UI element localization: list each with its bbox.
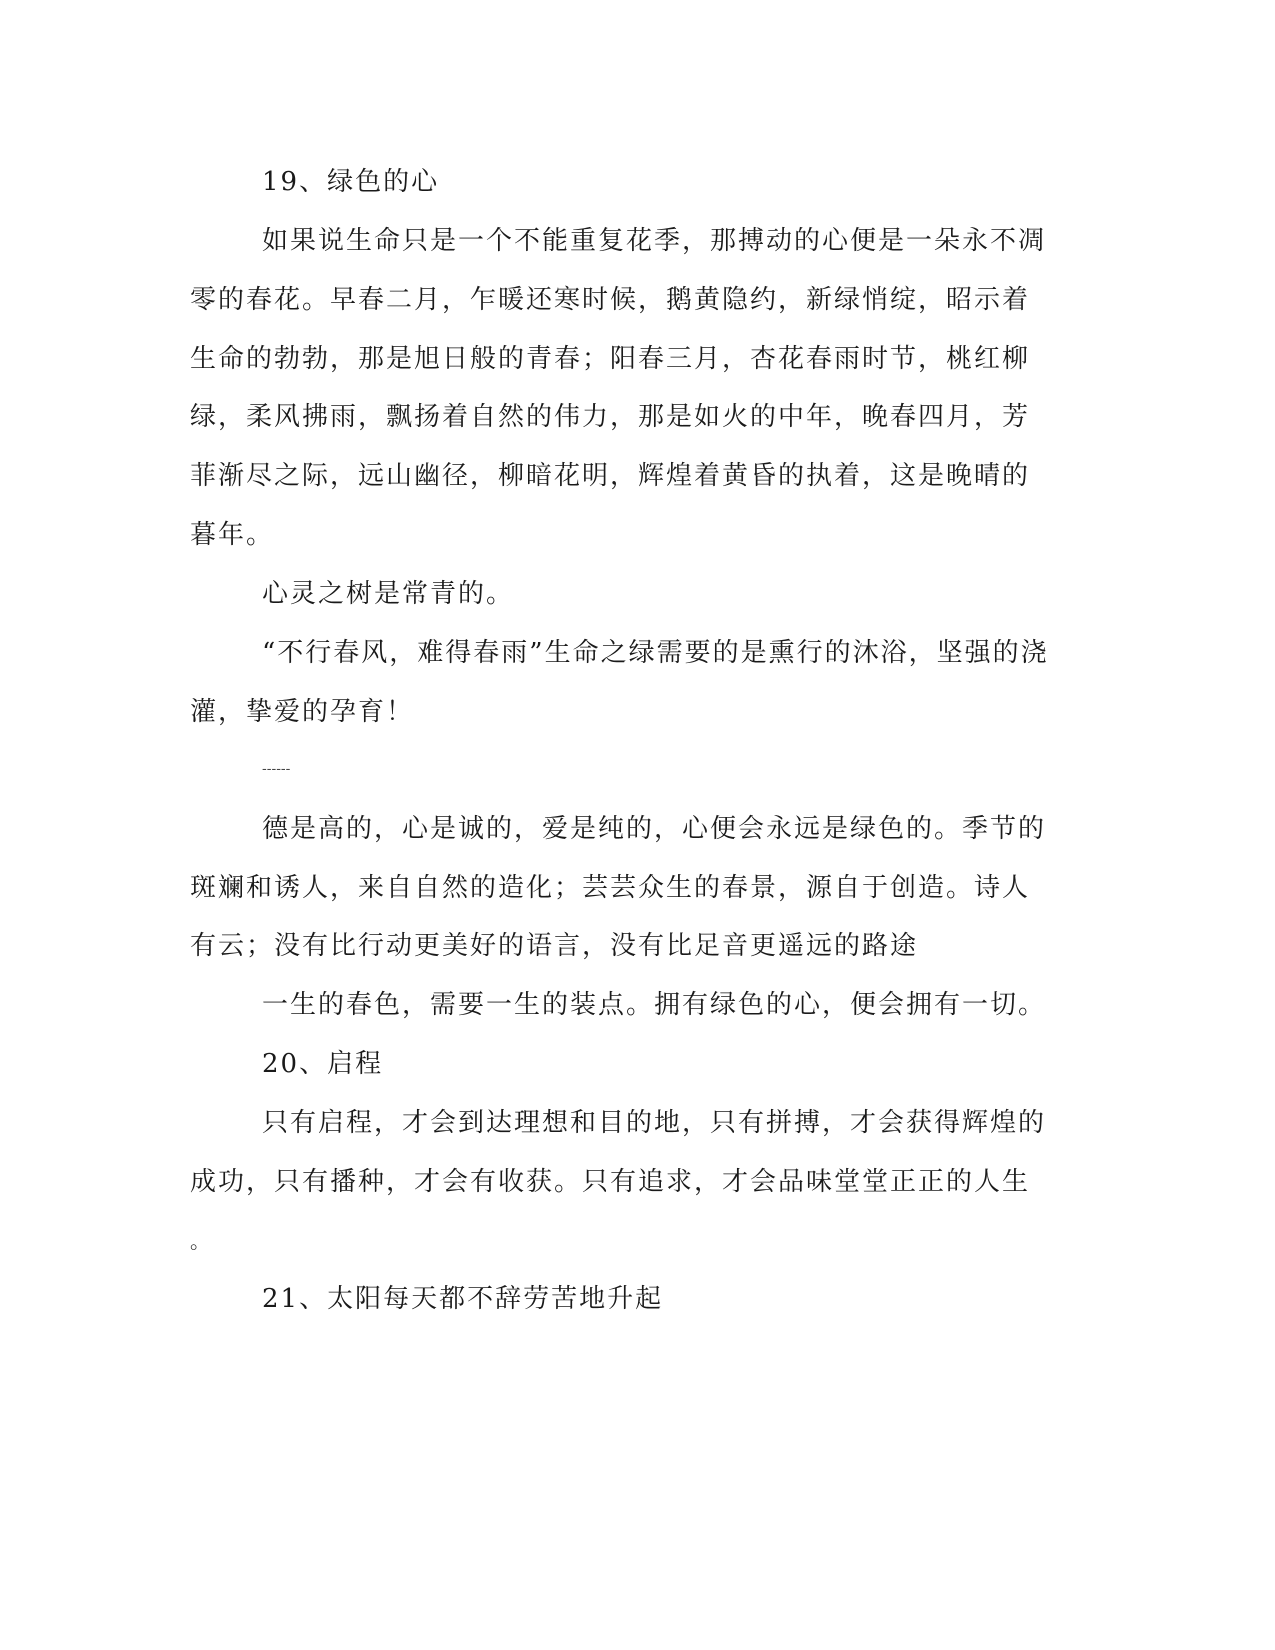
paragraph-line: 菲渐尽之际，远山幽径，柳暗花明，辉煌着黄昏的执着，这是晚晴的 <box>190 461 1031 491</box>
paragraph-line: “不行春风，难得春雨”生命之绿需要的是熏行的沐浴，坚强的浇 <box>262 638 1049 668</box>
paragraph-line: 如果说生命只是一个不能重复花季，那搏动的心便是一朵永不凋 <box>262 226 1047 256</box>
paragraph-line: 零的春花。早春二月，乍暖还寒时候，鹅黄隐约，新绿悄绽，昭示着 <box>190 285 1031 315</box>
paragraph-line: 一生的春色，需要一生的装点。拥有绿色的心，便会拥有一切。 <box>262 990 1047 1020</box>
paragraph-line: 斑斓和诱人，来自自然的造化；芸芸众生的春景，源自于创造。诗人 <box>190 873 1031 903</box>
paragraph-line: 心灵之树是常青的。 <box>262 579 515 609</box>
paragraph-line: 成功，只有播种，才会有收获。只有追求，才会品味堂堂正正的人生 <box>190 1167 1031 1197</box>
paragraph-line: 绿，柔风拂雨，飘扬着自然的伟力，那是如火的中年，晚春四月，芳 <box>190 402 1031 432</box>
section-heading: 21、太阳每天都不辞劳苦地升起 <box>262 1284 664 1314</box>
paragraph-line: 德是高的，心是诚的，爱是纯的，心便会永远是绿色的。季节的 <box>262 814 1047 844</box>
separator-dashes: ------ <box>262 761 291 777</box>
section-heading: 19、绿色的心 <box>262 167 440 197</box>
paragraph-line: 生命的勃勃，那是旭日般的青春；阳春三月，杏花春雨时节，桃红柳 <box>190 344 1031 374</box>
paragraph-line: 暮年。 <box>190 520 275 550</box>
paragraph-line: 只有启程，才会到达理想和目的地，只有拼搏，才会获得辉煌的 <box>262 1108 1047 1138</box>
paragraph-line: 灌，挚爱的孕育！ <box>190 697 415 727</box>
paragraph-line: 。 <box>190 1229 210 1253</box>
section-heading: 20、启程 <box>262 1049 384 1079</box>
paragraph-line: 有云；没有比行动更美好的语言，没有比足音更遥远的路途 <box>190 931 919 961</box>
